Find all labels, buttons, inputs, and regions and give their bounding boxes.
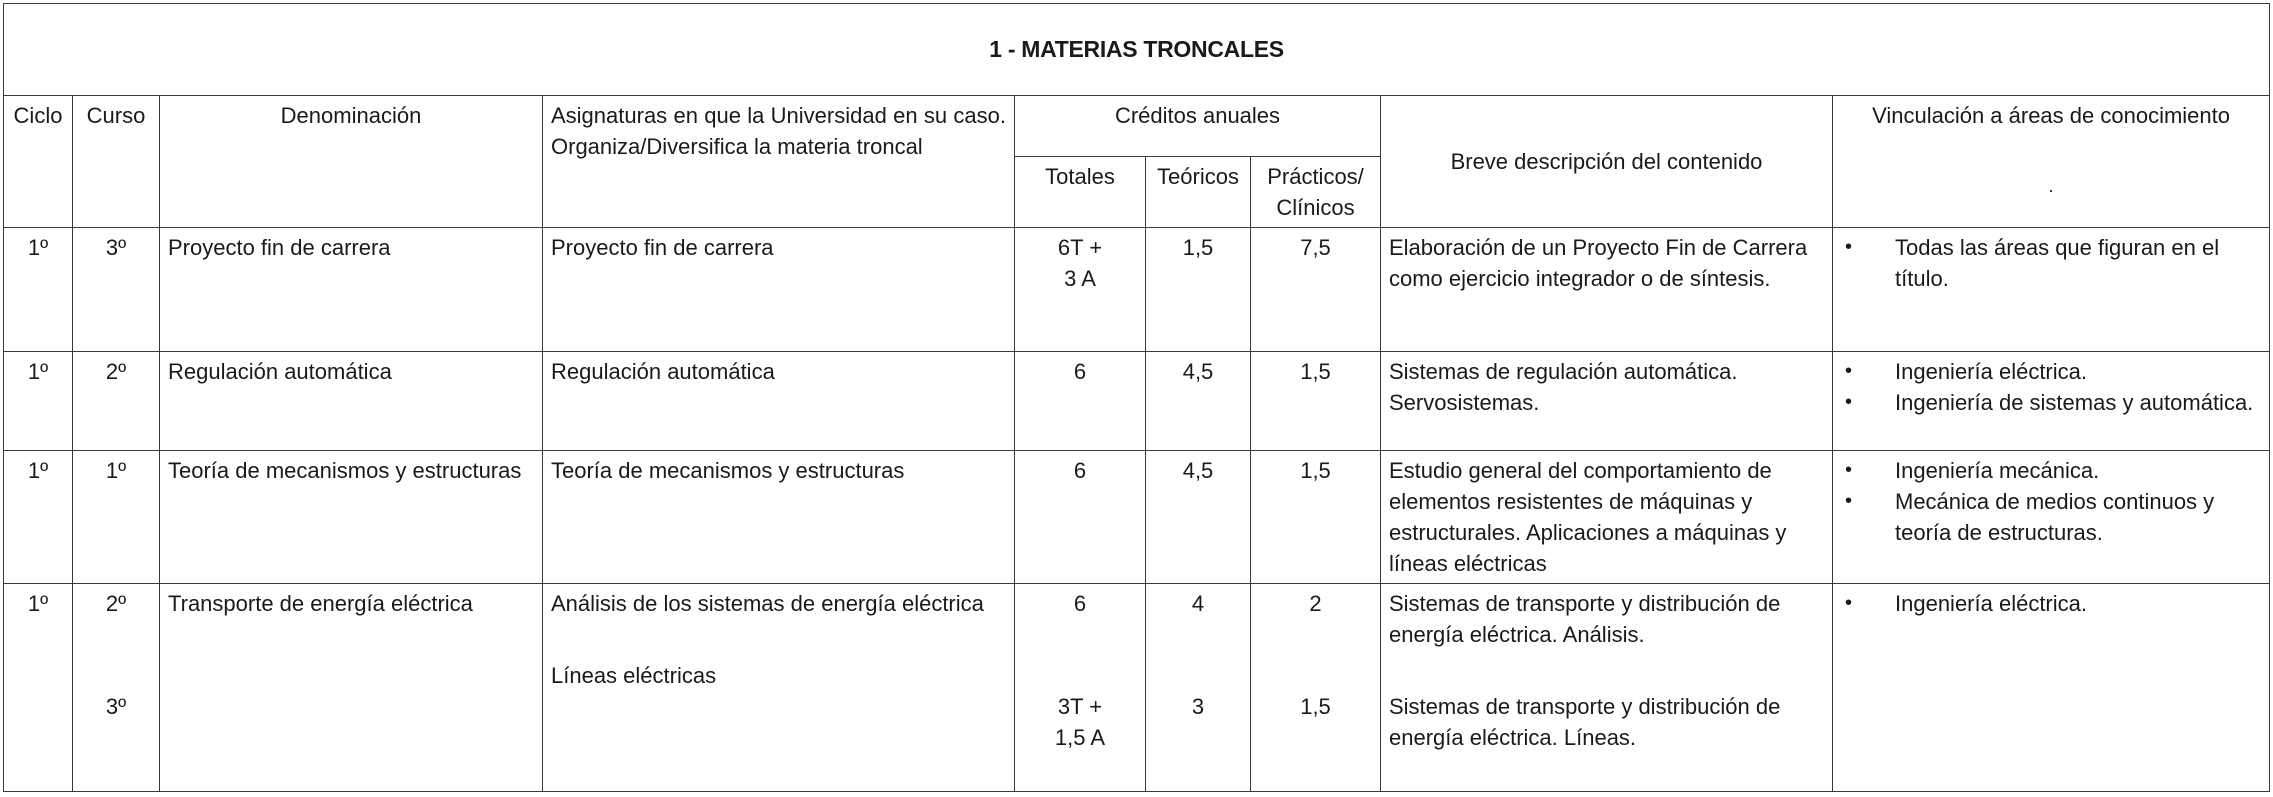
totales-value-sub: 3T + 1,5 A xyxy=(1054,694,1106,750)
curso-value: 2º xyxy=(105,591,127,616)
header-denominacion: Denominación xyxy=(160,96,543,228)
areas-cell xyxy=(1833,584,2270,792)
title-row xyxy=(4,4,2270,96)
spacer xyxy=(81,619,151,681)
totales-cell xyxy=(1015,584,1146,792)
areas-list xyxy=(1841,588,2261,619)
header-totales: Totales xyxy=(1015,157,1146,228)
area-label: Ingeniería de sistemas y automática. xyxy=(1895,390,2254,415)
header-ciclo: Ciclo xyxy=(4,96,73,228)
descripcion-cell: Estudio general del comportamiento de elementos resistentes de máquinas y estructurales. Aplicaciones a máquinas y líneas eléctricas xyxy=(1381,451,1833,584)
teoricos-cell xyxy=(1146,584,1251,792)
descripcion-value: Sistemas de transporte y distribución de energía eléctrica. Análisis. xyxy=(1389,591,1781,647)
area-label: Ingeniería eléctrica. xyxy=(1895,591,2087,616)
header-vinculacion-mark: . xyxy=(2048,176,2054,196)
denominacion-cell: Proyecto fin de carrera xyxy=(160,228,543,352)
asignatura-cell: Regulación automática xyxy=(543,352,1015,451)
curso-cell: 2º xyxy=(73,352,160,451)
bullet-icon: • xyxy=(1845,459,1853,481)
header-practicos: Prácticos/ Clínicos xyxy=(1251,157,1381,228)
ciclo-cell: 1º xyxy=(4,584,73,792)
table-row xyxy=(4,228,2270,352)
asignatura-cell xyxy=(543,584,1015,792)
area-label: Ingeniería eléctrica. xyxy=(1895,359,2087,384)
table-row xyxy=(4,451,2270,584)
curso-cell xyxy=(73,584,160,792)
areas-cell xyxy=(1833,451,2270,584)
curso-cell: 3º xyxy=(73,228,160,352)
bullet-icon: • xyxy=(1845,360,1853,382)
area-item xyxy=(1841,588,2261,619)
curso-value-sub: 3º xyxy=(105,694,127,719)
header-row-1 xyxy=(4,96,2270,157)
descripcion-cell: Elaboración de un Proyecto Fin de Carrera como ejercicio integrador o de síntesis. xyxy=(1381,228,1833,352)
ciclo-cell: 1º xyxy=(4,451,73,584)
areas-cell xyxy=(1833,228,2270,352)
teoricos-value-sub: 3 xyxy=(1191,694,1205,719)
bullet-icon: • xyxy=(1845,592,1853,614)
header-descripcion: Breve descripción del contenido xyxy=(1381,96,1833,228)
table-row xyxy=(4,352,2270,451)
asignatura-cell: Proyecto fin de carrera xyxy=(543,228,1015,352)
descripcion-cell xyxy=(1381,584,1833,792)
totales-cell: 6T + 3 A xyxy=(1015,228,1146,352)
header-teoricos: Teóricos xyxy=(1146,157,1251,228)
areas-list xyxy=(1841,356,2261,418)
header-creditos: Créditos anuales xyxy=(1015,96,1381,157)
bullet-icon: • xyxy=(1845,490,1853,512)
spacer xyxy=(1023,619,1137,681)
area-item xyxy=(1841,486,2261,548)
practicos-value-sub: 1,5 xyxy=(1300,694,1331,719)
denominacion-cell: Teoría de mecanismos y estructuras xyxy=(160,451,543,584)
area-label: Todas las áreas que figuran en el título. xyxy=(1895,235,2220,291)
descripcion-value-sub: Sistemas de transporte y distribución de energía eléctrica. Líneas. xyxy=(1389,694,1781,750)
area-label: Mecánica de medios continuos y teoría de estructuras. xyxy=(1895,489,2215,545)
spacer xyxy=(1389,650,1824,681)
spacer xyxy=(1154,619,1242,681)
teoricos-cell: 4,5 xyxy=(1146,451,1251,584)
area-item xyxy=(1841,232,2261,294)
practicos-cell xyxy=(1251,584,1381,792)
areas-list xyxy=(1841,232,2261,294)
area-item xyxy=(1841,356,2261,387)
curso-cell: 1º xyxy=(73,451,160,584)
teoricos-cell: 1,5 xyxy=(1146,228,1251,352)
teoricos-value: 4 xyxy=(1191,591,1205,616)
bullet-icon: • xyxy=(1845,236,1853,258)
header-vinculacion xyxy=(1833,96,2270,228)
totales-cell: 6 xyxy=(1015,352,1146,451)
asignatura-value-sub: Líneas eléctricas xyxy=(551,663,717,688)
ciclo-cell: 1º xyxy=(4,228,73,352)
practicos-cell: 1,5 xyxy=(1251,451,1381,584)
denominacion-cell: Transporte de energía eléctrica xyxy=(160,584,543,792)
header-vinculacion-label: Vinculación a áreas de conocimiento xyxy=(1872,103,2230,128)
practicos-value: 2 xyxy=(1309,591,1322,616)
area-label: Ingeniería mecánica. xyxy=(1895,458,2100,483)
teoricos-cell: 4,5 xyxy=(1146,352,1251,451)
asignatura-value: Análisis de los sistemas de energía eléctrica xyxy=(551,591,984,616)
section-title: 1 - MATERIAS TRONCALES xyxy=(4,4,2270,96)
practicos-cell: 1,5 xyxy=(1251,352,1381,451)
header-asignaturas: Asignaturas en que la Universidad en su caso. Organiza/Diversifica la materia troncal xyxy=(543,96,1015,228)
ciclo-cell: 1º xyxy=(4,352,73,451)
descripcion-cell: Sistemas de regulación automática. Servosistemas. xyxy=(1381,352,1833,451)
practicos-cell: 7,5 xyxy=(1251,228,1381,352)
area-item xyxy=(1841,455,2261,486)
header-curso: Curso xyxy=(73,96,160,228)
materias-troncales-table xyxy=(3,3,2270,792)
table-row xyxy=(4,584,2270,792)
bullet-icon: • xyxy=(1845,391,1853,413)
spacer xyxy=(551,619,1006,650)
totales-cell: 6 xyxy=(1015,451,1146,584)
denominacion-cell: Regulación automática xyxy=(160,352,543,451)
area-item xyxy=(1841,387,2261,418)
totales-value: 6 xyxy=(1073,591,1087,616)
areas-cell xyxy=(1833,352,2270,451)
asignatura-cell: Teoría de mecanismos y estructuras xyxy=(543,451,1015,584)
spacer xyxy=(1259,619,1372,681)
areas-list xyxy=(1841,455,2261,548)
